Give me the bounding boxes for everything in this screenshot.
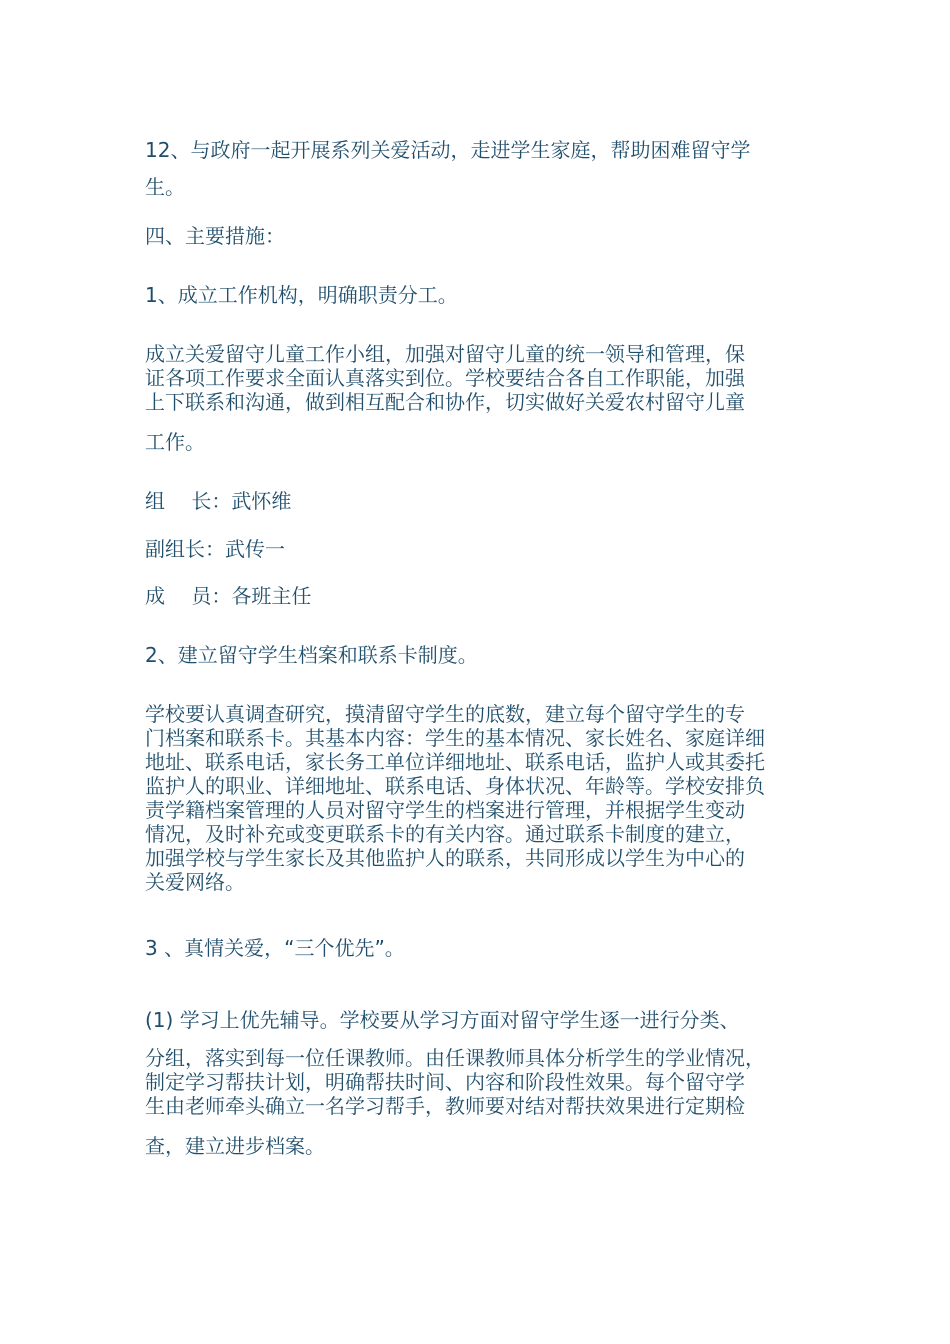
- measure1-title: 1、成立工作机构，明确职责分工。: [145, 283, 458, 307]
- paragraph-line: 分组，落实到每一位任课教师。由任课教师具体分析学生的学业情况，: [145, 1046, 765, 1070]
- paragraph-line: 责学籍档案管理的人员对留守学生的档案进行管理，并根据学生变动: [145, 798, 745, 822]
- paragraph-line: 关爱网络。: [145, 870, 245, 894]
- item12-line1: 12、与政府一起开展系列关爱活动，走进学生家庭，帮助困难留守学: [145, 138, 751, 162]
- paragraph-line: 证各项工作要求全面认真落实到位。学校要结合各自工作职能，加强: [145, 366, 745, 390]
- measure3-sub1-last-line: 查，建立进步档案。: [145, 1134, 325, 1158]
- measure3-sub1-paragraph: [145, 1046, 813, 1118]
- measure3-sub1-line1: (1) 学习上优先辅导。学校要从学习方面对留守学生逐一进行分类、: [145, 1008, 740, 1032]
- section4-title: 四、主要措施：: [145, 224, 285, 248]
- paragraph-line: 地址、联系电话，家长务工单位详细地址、联系电话，监护人或其委托: [145, 750, 765, 774]
- paragraph-line: 门档案和联系卡。其基本内容：学生的基本情况、家长姓名、家庭详细: [145, 726, 765, 750]
- paragraph-line: 加强学校与学生家长及其他监护人的联系，共同形成以学生为中心的: [145, 846, 745, 870]
- item12-line2: 生。: [145, 175, 185, 199]
- measure1-paragraph: [145, 342, 813, 414]
- paragraph-line: 生由老师牵头确立一名学习帮手，教师要对结对帮扶效果进行定期检: [145, 1094, 745, 1118]
- group-leader: 组 长：武怀维: [145, 489, 292, 513]
- measure3-title: 3 、真情关爱，“三个优先”。: [145, 936, 405, 960]
- measure2-paragraph: [145, 702, 813, 894]
- measure2-title: 2、建立留守学生档案和联系卡制度。: [145, 643, 478, 667]
- paragraph-line: 学校要认真调查研究，摸清留守学生的底数，建立每个留守学生的专: [145, 702, 745, 726]
- paragraph-line: 上下联系和沟通，做到相互配合和协作，切实做好关爱农村留守儿童: [145, 390, 745, 414]
- paragraph-line: 监护人的职业、详细地址、联系电话、身体状况、年龄等。学校安排负: [145, 774, 765, 798]
- group-members: 成 员：各班主任: [145, 584, 312, 608]
- paragraph-line: 情况，及时补充或变更联系卡的有关内容。通过联系卡制度的建立，: [145, 822, 745, 846]
- group-deputy: 副组长：武传一: [145, 537, 285, 561]
- paragraph-line: 制定学习帮扶计划，明确帮扶时间、内容和阶段性效果。每个留守学: [145, 1070, 745, 1094]
- paragraph-line: 成立关爱留守儿童工作小组，加强对留守儿童的统一领导和管理，保: [145, 342, 745, 366]
- measure1-last-line: 工作。: [145, 430, 205, 454]
